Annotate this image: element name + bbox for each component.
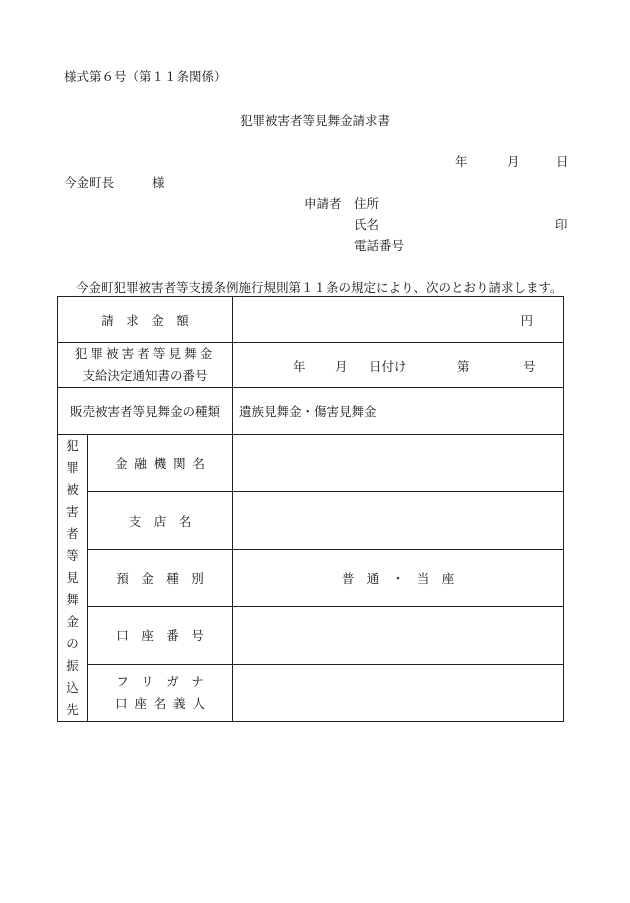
type-label: 販売被害者等見舞金の種類 <box>58 388 233 435</box>
date-month-label: 月 <box>507 154 520 169</box>
vertical-char: 舞 <box>66 592 79 607</box>
branch-row <box>58 492 564 549</box>
notice-label-line2: 支給決定通知書の番号 <box>82 368 208 383</box>
branch-field[interactable] <box>233 492 564 549</box>
bank-name-field[interactable] <box>233 435 564 492</box>
account-holder-field[interactable] <box>233 664 564 721</box>
vertical-char: 等 <box>66 548 79 563</box>
vertical-char: 先 <box>66 702 79 717</box>
account-holder-label <box>88 664 233 721</box>
form-number: 様式第６号（第１１条関係） <box>64 69 227 84</box>
vertical-char: 振 <box>66 658 79 673</box>
account-type-value: 普 通 ・ 当 座 <box>341 570 455 586</box>
account-number-label: 口 座 番 号 <box>88 607 233 664</box>
vertical-char: 罪 <box>66 460 79 475</box>
vertical-char: 被 <box>66 482 79 497</box>
vertical-char: 害 <box>66 504 79 519</box>
claim-amount-row <box>58 297 564 343</box>
transfer-destination-label <box>58 435 88 722</box>
date-day-label: 日 <box>556 154 569 169</box>
claim-amount-field[interactable] <box>233 297 564 343</box>
addressee-honorific: 様 <box>152 175 165 190</box>
account-number-field[interactable] <box>233 607 564 664</box>
notice-number-label <box>58 343 233 388</box>
account-type-field[interactable] <box>233 549 564 606</box>
type-row <box>58 388 564 435</box>
claim-form-table <box>57 296 564 722</box>
vertical-char: 犯 <box>66 438 79 453</box>
account-type-row <box>58 549 564 606</box>
holder-label: 口座名義人 <box>115 695 212 711</box>
claim-amount-label: 請 求 金 額 <box>58 297 233 343</box>
seal-mark: 印 <box>555 217 568 232</box>
notice-number-field[interactable] <box>233 343 564 388</box>
notice-no-suffix: 号 <box>523 359 536 374</box>
applicant-label: 申請者 <box>304 196 342 211</box>
vertical-char: の <box>66 636 79 651</box>
type-field[interactable] <box>233 388 564 435</box>
account-number-row <box>58 607 564 664</box>
vertical-char: 込 <box>66 680 79 695</box>
furigana-label: フ リ ガ ナ <box>116 673 204 689</box>
bank-name-label <box>88 435 233 492</box>
date-year-label: 年 <box>455 154 468 169</box>
type-value: 遺族見舞金・傷害見舞金 <box>239 404 377 419</box>
vertical-char: 者 <box>66 526 79 541</box>
notice-label-line1: 犯罪被害者等見舞金 <box>74 346 216 361</box>
document-title: 犯罪被害者等見舞金請求書 <box>240 113 391 128</box>
bank-row <box>58 435 564 492</box>
name-label: 氏名 <box>354 217 380 232</box>
notice-year: 年 <box>293 359 306 374</box>
notice-no-prefix: 第 <box>457 359 470 374</box>
address-label: 住所 <box>354 196 380 211</box>
notice-number-row <box>58 343 564 388</box>
addressee-name: 今金町長 <box>64 175 115 190</box>
phone-label: 電話番号 <box>354 238 405 253</box>
yen-unit: 円 <box>520 312 534 328</box>
notice-date-suffix: 日付け <box>369 359 407 374</box>
bank-name-label-text: 金融機関名 <box>115 456 212 472</box>
notice-month: 月 <box>335 359 348 374</box>
branch-label: 支 店 名 <box>88 492 233 549</box>
account-type-label: 預 金 種 別 <box>88 549 233 606</box>
intro-text: 今金町犯罪被害者等支援条例施行規則第１１条の規定により、次のとおり請求します。 <box>76 280 563 295</box>
vertical-char: 見 <box>66 570 79 585</box>
account-holder-row <box>58 664 564 721</box>
vertical-char: 金 <box>66 614 79 629</box>
